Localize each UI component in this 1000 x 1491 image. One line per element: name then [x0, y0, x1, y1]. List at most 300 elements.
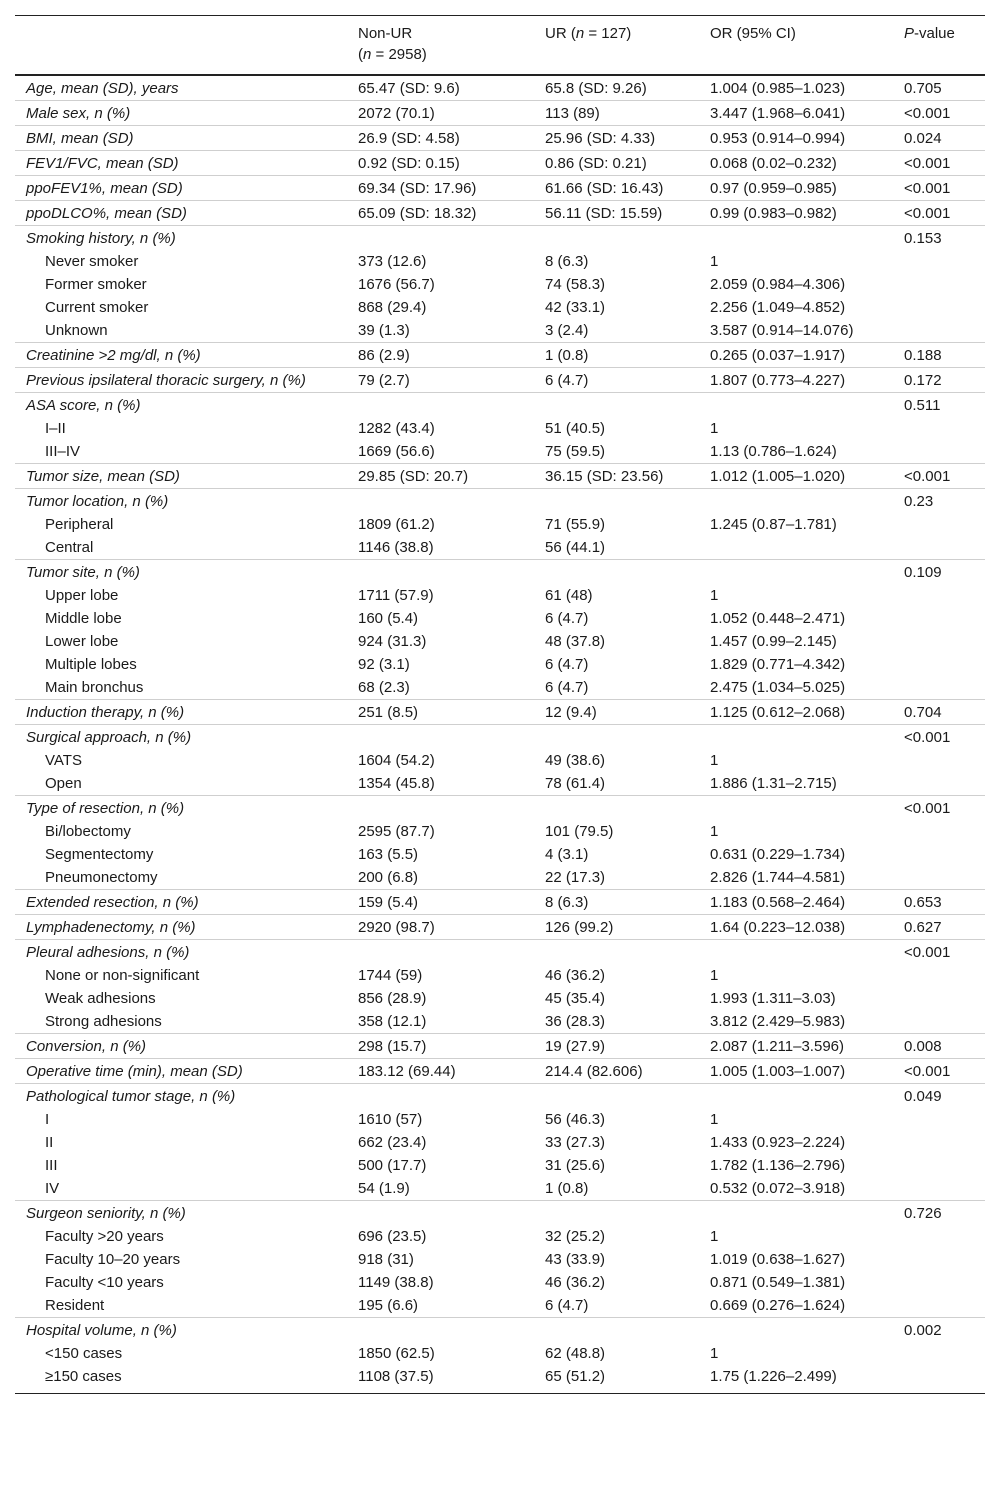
variable-cell: Previous ipsilateral thoracic surgery, n (%)	[26, 372, 306, 389]
header-non-ur-n: n	[363, 46, 372, 63]
non-ur-cell: 1604 (54.2)	[358, 752, 435, 769]
or-cell: 1.782 (1.136–2.796)	[710, 1157, 846, 1174]
or-cell: 1.807 (0.773–4.227)	[710, 372, 846, 389]
variable-cell: Lower lobe	[45, 633, 119, 650]
or-cell: 0.068 (0.02–0.232)	[710, 155, 837, 172]
table-row	[15, 393, 985, 418]
variable-cell: Induction therapy, n (%)	[26, 704, 185, 721]
non-ur-cell: 662 (23.4)	[358, 1134, 427, 1151]
variable-cell: Bi/lobectomy	[45, 823, 131, 840]
ur-cell: 62 (48.8)	[545, 1345, 606, 1362]
table-row	[15, 749, 985, 772]
or-cell: 2.256 (1.049–4.852)	[710, 299, 846, 316]
non-ur-cell	[347, 940, 534, 965]
non-ur-cell: 1146 (38.8)	[358, 539, 434, 556]
or-cell: 0.953 (0.914–0.994)	[710, 130, 846, 147]
or-cell	[699, 1201, 893, 1226]
variable-cell: Multiple lobes	[45, 656, 137, 673]
or-cell: 3.812 (2.429–5.983)	[710, 1013, 846, 1030]
non-ur-cell	[347, 1318, 534, 1343]
or-cell	[699, 796, 893, 821]
p-value-cell: <0.001	[904, 180, 951, 197]
or-cell: 1	[710, 587, 719, 604]
or-cell	[699, 1318, 893, 1343]
ur-cell: 56 (46.3)	[545, 1111, 606, 1128]
ur-cell	[534, 940, 699, 965]
variable-cell: Segmentectomy	[45, 846, 154, 863]
p-value-cell	[893, 273, 985, 296]
table-row	[15, 1131, 985, 1154]
or-cell: 0.97 (0.959–0.985)	[710, 180, 837, 197]
table-row	[15, 1342, 985, 1365]
table-row	[15, 1225, 985, 1248]
p-value-cell: 0.23	[904, 493, 934, 510]
non-ur-cell: 79 (2.7)	[358, 372, 410, 389]
ur-cell	[534, 1201, 699, 1226]
ur-cell: 36.15 (SD: 23.56)	[545, 468, 664, 485]
header-ur	[534, 16, 699, 76]
non-ur-cell: 251 (8.5)	[358, 704, 419, 721]
ur-cell	[534, 393, 699, 418]
table-row	[15, 201, 985, 226]
variable-cell: Faculty >20 years	[45, 1228, 164, 1245]
p-value-cell	[893, 440, 985, 464]
table-row	[15, 101, 985, 126]
table-row	[15, 75, 985, 101]
table-row	[15, 1084, 985, 1109]
variable-cell: Creatinine >2 mg/dl, n (%)	[26, 347, 201, 364]
table-row	[15, 987, 985, 1010]
table-row	[15, 700, 985, 725]
p-value-cell	[893, 250, 985, 273]
variable-cell: Extended resection, n (%)	[26, 894, 199, 911]
variable-cell: Weak adhesions	[45, 990, 156, 1007]
non-ur-cell: 2072 (70.1)	[358, 105, 435, 122]
non-ur-cell: 68 (2.3)	[358, 679, 410, 696]
p-value-cell: 0.511	[904, 397, 941, 414]
ur-cell: 19 (27.9)	[545, 1038, 606, 1055]
table-row	[15, 1201, 985, 1226]
table-row	[15, 536, 985, 560]
table-row	[15, 843, 985, 866]
ur-cell: 126 (99.2)	[545, 919, 614, 936]
table-row	[15, 676, 985, 700]
or-cell: 3.447 (1.968–6.041)	[710, 105, 846, 122]
table-row	[15, 1177, 985, 1201]
non-ur-cell: 1149 (38.8)	[358, 1274, 434, 1291]
non-ur-cell: 69.34 (SD: 17.96)	[358, 180, 477, 197]
variable-cell: Open	[45, 775, 82, 792]
table-row	[15, 1365, 985, 1394]
table-row	[15, 1059, 985, 1084]
non-ur-cell	[347, 393, 534, 418]
variable-cell: Middle lobe	[45, 610, 122, 627]
variable-cell: I	[45, 1111, 50, 1128]
non-ur-cell: 26.9 (SD: 4.58)	[358, 130, 460, 147]
table-row	[15, 464, 985, 489]
variable-cell: Operative time (min), mean (SD)	[26, 1063, 243, 1080]
p-value-cell	[893, 749, 985, 772]
table-row	[15, 915, 985, 940]
variable-cell: FEV1/FVC, mean (SD)	[26, 155, 179, 172]
non-ur-cell	[347, 796, 534, 821]
non-ur-cell: 39 (1.3)	[358, 322, 410, 339]
or-cell: 1.004 (0.985–1.023)	[710, 80, 846, 97]
table-row	[15, 273, 985, 296]
non-ur-cell	[347, 489, 534, 514]
table-row	[15, 1154, 985, 1177]
variable-cell: IV	[45, 1180, 60, 1197]
table-row	[15, 1108, 985, 1131]
variable-cell: Lymphadenectomy, n (%)	[26, 919, 196, 936]
p-value-cell: <0.001	[904, 155, 951, 172]
or-cell: 0.99 (0.983–0.982)	[710, 205, 837, 222]
non-ur-cell: 54 (1.9)	[358, 1180, 410, 1197]
ur-cell: 33 (27.3)	[545, 1134, 606, 1151]
ur-cell: 101 (79.5)	[545, 823, 614, 840]
header-non-ur-count: = 2958)	[371, 46, 427, 63]
ur-cell	[534, 1084, 699, 1109]
variable-cell: Surgeon seniority, n (%)	[26, 1205, 186, 1222]
ur-cell: 1 (0.8)	[545, 347, 589, 364]
ur-cell: 12 (9.4)	[545, 704, 597, 721]
variable-cell: Unknown	[45, 322, 108, 339]
variable-cell: Male sex, n (%)	[26, 105, 131, 122]
p-value-cell	[893, 319, 985, 343]
non-ur-cell	[347, 560, 534, 585]
ur-cell: 75 (59.5)	[545, 443, 606, 460]
or-cell: 2.475 (1.034–5.025)	[710, 679, 846, 696]
or-cell: 1.829 (0.771–4.342)	[710, 656, 846, 673]
p-value-cell: 0.024	[904, 130, 942, 147]
non-ur-cell: 159 (5.4)	[358, 894, 419, 911]
variable-cell: Former smoker	[45, 276, 147, 293]
or-cell: 1.019 (0.638–1.627)	[710, 1251, 846, 1268]
p-value-cell	[893, 772, 985, 796]
table-row	[15, 319, 985, 343]
or-cell: 0.532 (0.072–3.918)	[710, 1180, 846, 1197]
non-ur-cell	[347, 1084, 534, 1109]
table-row	[15, 630, 985, 653]
table-row	[15, 440, 985, 464]
or-cell: 1.13 (0.786–1.624)	[710, 443, 837, 460]
p-value-cell: 0.049	[904, 1088, 942, 1105]
p-value-cell: 0.726	[904, 1205, 942, 1222]
non-ur-cell: 1354 (45.8)	[358, 775, 435, 792]
ur-cell	[534, 796, 699, 821]
or-cell: 1	[710, 1111, 719, 1128]
p-value-cell	[893, 1108, 985, 1131]
ur-cell: 65 (51.2)	[545, 1368, 606, 1385]
table-row	[15, 584, 985, 607]
variable-cell: Tumor site, n (%)	[26, 564, 140, 581]
table-body	[15, 75, 985, 1394]
or-cell	[699, 226, 893, 251]
ur-cell: 31 (25.6)	[545, 1157, 606, 1174]
ur-cell: 78 (61.4)	[545, 775, 606, 792]
ur-cell: 56.11 (SD: 15.59)	[545, 205, 663, 222]
non-ur-cell: 2595 (87.7)	[358, 823, 435, 840]
variable-cell: II	[45, 1134, 54, 1151]
p-value-cell	[893, 584, 985, 607]
variable-cell: Faculty <10 years	[45, 1274, 164, 1291]
ur-cell: 71 (55.9)	[545, 516, 606, 533]
variable-cell: III–IV	[45, 443, 81, 460]
ur-cell	[534, 226, 699, 251]
or-cell	[699, 536, 893, 560]
or-cell: 0.669 (0.276–1.624)	[710, 1297, 846, 1314]
non-ur-cell: 918 (31)	[358, 1251, 414, 1268]
table-row	[15, 1294, 985, 1318]
non-ur-cell: 358 (12.1)	[358, 1013, 427, 1030]
ur-cell: 1 (0.8)	[545, 1180, 589, 1197]
p-value-cell: <0.001	[904, 729, 951, 746]
variable-cell: Smoking history, n (%)	[26, 230, 176, 247]
ur-cell: 6 (4.7)	[545, 679, 589, 696]
non-ur-cell: 2920 (98.7)	[358, 919, 435, 936]
table-row	[15, 368, 985, 393]
header-non-ur-title: Non-UR	[358, 25, 413, 42]
variable-cell: Tumor location, n (%)	[26, 493, 169, 510]
header-ur-title: UR (	[545, 25, 576, 42]
non-ur-cell: 29.85 (SD: 20.7)	[358, 468, 469, 485]
p-value-cell	[893, 296, 985, 319]
variable-cell: Peripheral	[45, 516, 114, 533]
ur-cell: 113 (89)	[545, 105, 600, 122]
or-cell	[699, 725, 893, 750]
table-row	[15, 653, 985, 676]
ur-cell: 49 (38.6)	[545, 752, 606, 769]
or-cell: 1.457 (0.99–2.145)	[710, 633, 837, 650]
p-value-cell	[893, 1154, 985, 1177]
p-value-cell	[893, 1294, 985, 1318]
results-table	[15, 15, 985, 1394]
non-ur-cell	[347, 226, 534, 251]
non-ur-cell: 200 (6.8)	[358, 869, 419, 886]
p-value-cell: <0.001	[904, 205, 951, 222]
or-cell: 1.64 (0.223–12.038)	[710, 919, 846, 936]
variable-cell: Pleural adhesions, n (%)	[26, 944, 190, 961]
or-cell: 1.993 (1.311–3.03)	[710, 990, 836, 1007]
non-ur-cell: 183.12 (69.44)	[358, 1063, 456, 1080]
non-ur-cell: 160 (5.4)	[358, 610, 419, 627]
ur-cell: 48 (37.8)	[545, 633, 606, 650]
ur-cell: 32 (25.2)	[545, 1228, 606, 1245]
p-value-cell	[893, 1225, 985, 1248]
table-row	[15, 126, 985, 151]
header-row	[15, 16, 985, 76]
table-row	[15, 296, 985, 319]
ur-cell	[534, 725, 699, 750]
table-row	[15, 796, 985, 821]
variable-cell: Type of resection, n (%)	[26, 800, 185, 817]
p-value-cell	[893, 417, 985, 440]
p-value-cell	[893, 1365, 985, 1394]
variable-cell: Pneumonectomy	[45, 869, 158, 886]
table-container	[15, 15, 985, 1394]
ur-cell	[534, 489, 699, 514]
table-row	[15, 866, 985, 890]
header-p-suffix: -value	[914, 25, 955, 42]
ur-cell: 43 (33.9)	[545, 1251, 606, 1268]
or-cell: 0.871 (0.549–1.381)	[710, 1274, 846, 1291]
variable-cell: III	[45, 1157, 58, 1174]
non-ur-cell: 65.09 (SD: 18.32)	[358, 205, 477, 222]
ur-cell: 51 (40.5)	[545, 420, 606, 437]
non-ur-cell: 86 (2.9)	[358, 347, 410, 364]
p-value-cell	[893, 653, 985, 676]
or-cell	[699, 489, 893, 514]
p-value-cell: 0.008	[904, 1038, 942, 1055]
or-cell: 3.587 (0.914–14.076)	[710, 322, 854, 339]
table-row	[15, 1318, 985, 1343]
variable-cell: Pathological tumor stage, n (%)	[26, 1088, 236, 1105]
ur-cell: 3 (2.4)	[545, 322, 589, 339]
table-row	[15, 772, 985, 796]
variable-cell: Strong adhesions	[45, 1013, 162, 1030]
p-value-cell: 0.153	[904, 230, 942, 247]
p-value-cell: 0.653	[904, 894, 942, 911]
p-value-cell	[893, 866, 985, 890]
ur-cell: 0.86 (SD: 0.21)	[545, 155, 647, 172]
or-cell: 1.433 (0.923–2.224)	[710, 1134, 846, 1151]
non-ur-cell: 163 (5.5)	[358, 846, 419, 863]
table-row	[15, 176, 985, 201]
ur-cell: 56 (44.1)	[545, 539, 606, 556]
or-cell: 1	[710, 752, 719, 769]
non-ur-cell: 1108 (37.5)	[358, 1368, 434, 1385]
table-row	[15, 151, 985, 176]
p-value-cell: 0.188	[904, 347, 942, 364]
ur-cell: 65.8 (SD: 9.26)	[545, 80, 647, 97]
ur-cell: 214.4 (82.606)	[545, 1063, 643, 1080]
p-value-cell: 0.109	[904, 564, 942, 581]
ur-cell: 8 (6.3)	[545, 894, 589, 911]
or-cell	[699, 393, 893, 418]
or-cell: 1	[710, 420, 719, 437]
variable-cell: Central	[45, 539, 94, 556]
non-ur-cell	[347, 725, 534, 750]
table-row	[15, 820, 985, 843]
variable-cell: <150 cases	[45, 1345, 123, 1362]
variable-cell: ≥150 cases	[45, 1368, 122, 1385]
table-row	[15, 226, 985, 251]
ur-cell: 42 (33.1)	[545, 299, 606, 316]
or-cell: 1.183 (0.568–2.464)	[710, 894, 846, 911]
table-row	[15, 489, 985, 514]
ur-cell: 6 (4.7)	[545, 372, 589, 389]
header-ur-count: = 127)	[584, 25, 632, 42]
table-row	[15, 607, 985, 630]
variable-cell: None or non-significant	[45, 967, 200, 984]
table-row	[15, 890, 985, 915]
ur-cell: 61.66 (SD: 16.43)	[545, 180, 664, 197]
or-cell	[699, 1084, 893, 1109]
table-row	[15, 1271, 985, 1294]
variable-cell: Never smoker	[45, 253, 139, 270]
or-cell: 1.245 (0.87–1.781)	[710, 516, 837, 533]
ur-cell: 45 (35.4)	[545, 990, 606, 1007]
ur-cell	[534, 560, 699, 585]
p-value-cell: <0.001	[904, 468, 951, 485]
table-row	[15, 1034, 985, 1059]
p-value-cell	[893, 607, 985, 630]
ur-cell: 4 (3.1)	[545, 846, 589, 863]
or-cell: 1	[710, 1345, 719, 1362]
table-row	[15, 1010, 985, 1034]
variable-cell: Age, mean (SD), years	[26, 80, 179, 97]
ur-cell	[534, 1318, 699, 1343]
table-row	[15, 343, 985, 368]
or-cell: 1.75 (1.226–2.499)	[710, 1368, 837, 1385]
p-value-cell: 0.627	[904, 919, 942, 936]
ur-cell: 46 (36.2)	[545, 1274, 606, 1291]
variable-cell: ppoDLCO%, mean (SD)	[26, 205, 187, 222]
non-ur-cell: 1669 (56.6)	[358, 443, 435, 460]
or-cell: 1	[710, 253, 719, 270]
non-ur-cell: 924 (31.3)	[358, 633, 427, 650]
non-ur-cell: 1282 (43.4)	[358, 420, 435, 437]
or-cell: 1	[710, 823, 719, 840]
p-value-cell: 0.172	[904, 372, 942, 389]
or-cell: 1.012 (1.005–1.020)	[710, 468, 846, 485]
table-row	[15, 250, 985, 273]
table-row	[15, 1248, 985, 1271]
ur-cell: 8 (6.3)	[545, 253, 589, 270]
p-value-cell	[893, 1248, 985, 1271]
header-p: P	[904, 25, 915, 42]
or-cell: 1.886 (1.31–2.715)	[710, 775, 837, 792]
non-ur-cell: 298 (15.7)	[358, 1038, 427, 1055]
variable-cell: ppoFEV1%, mean (SD)	[26, 180, 183, 197]
non-ur-cell: 92 (3.1)	[358, 656, 410, 673]
or-cell: 1.005 (1.003–1.007)	[710, 1063, 846, 1080]
ur-cell: 6 (4.7)	[545, 656, 589, 673]
table-row	[15, 940, 985, 965]
variable-cell: I–II	[45, 420, 66, 437]
or-cell: 0.631 (0.229–1.734)	[710, 846, 846, 863]
non-ur-cell: 856 (28.9)	[358, 990, 427, 1007]
p-value-cell	[893, 843, 985, 866]
p-value-cell: <0.001	[904, 105, 951, 122]
p-value-cell	[893, 987, 985, 1010]
non-ur-cell: 1744 (59)	[358, 967, 423, 984]
variable-cell: VATS	[45, 752, 82, 769]
non-ur-cell: 1676 (56.7)	[358, 276, 435, 293]
variable-cell: Tumor size, mean (SD)	[26, 468, 180, 485]
variable-cell: Faculty 10–20 years	[45, 1251, 181, 1268]
p-value-cell: <0.001	[904, 944, 951, 961]
or-cell	[699, 560, 893, 585]
p-value-cell	[893, 513, 985, 536]
ur-cell: 25.96 (SD: 4.33)	[545, 130, 656, 147]
non-ur-cell: 0.92 (SD: 0.15)	[358, 155, 460, 172]
or-cell	[699, 940, 893, 965]
variable-cell: Conversion, n (%)	[26, 1038, 147, 1055]
or-cell: 1.052 (0.448–2.471)	[710, 610, 846, 627]
or-cell: 2.059 (0.984–4.306)	[710, 276, 846, 293]
variable-cell: Hospital volume, n (%)	[26, 1322, 177, 1339]
p-value-cell	[893, 1131, 985, 1154]
non-ur-cell: 500 (17.7)	[358, 1157, 427, 1174]
table-row	[15, 725, 985, 750]
header-ur-n: n	[575, 25, 585, 42]
ur-cell: 46 (36.2)	[545, 967, 606, 984]
non-ur-cell: 1850 (62.5)	[358, 1345, 435, 1362]
or-cell: 0.265 (0.037–1.917)	[710, 347, 846, 364]
p-value-cell: <0.001	[904, 1063, 951, 1080]
p-value-cell	[893, 820, 985, 843]
